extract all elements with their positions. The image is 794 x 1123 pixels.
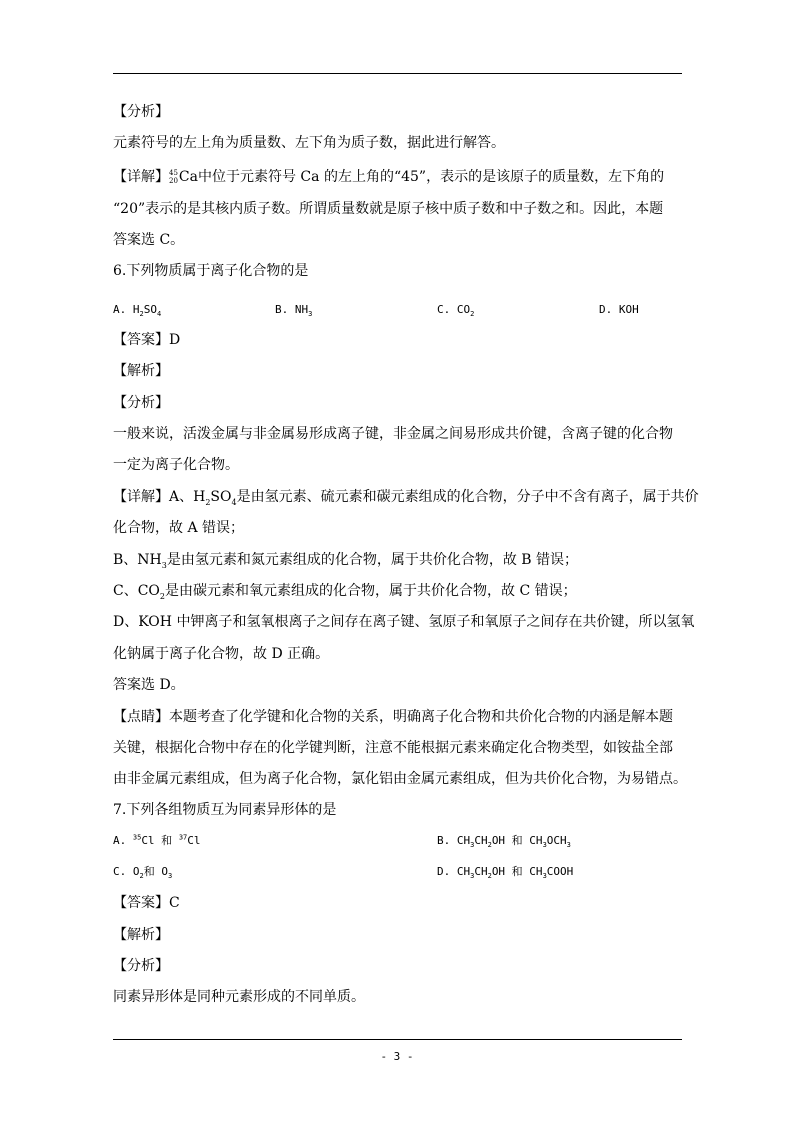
q6-xiangjie-c: C、$CO_2$是由碳元素和氧元素组成的化合物，属于共价化合物，故 C 错误；	[113, 583, 577, 601]
isotope-notation	[169, 169, 178, 185]
q7-fenxi-label: 【分析】	[113, 958, 169, 974]
q7-option-b: B. $CH_3CH_2OH$ 和 $CH_3OCH_3$	[437, 834, 571, 850]
q5-fenxi-label: 【分析】	[113, 104, 169, 120]
q5-fenxi-text: 元素符号的左上角为质量数、左下角为质子数，据此进行解答。	[113, 135, 505, 151]
footer-rule	[113, 1039, 682, 1040]
q6-fenxi-text1: 一般来说，活泼金属与非金属易形成离子键，非金属之间易形成共价键，含离子键的化合物	[113, 426, 673, 442]
isotope-symbol: Ca	[178, 169, 198, 185]
header-rule	[113, 73, 682, 74]
q7-stem: 7.下列各组物质互为同素异形体的是	[113, 802, 337, 818]
q7-jiexi-label: 【解析】	[113, 927, 169, 943]
q7-option-a: A. $^{35}$Cl 和 $^{37}$Cl	[113, 833, 201, 847]
q5-xiangjie-line3: 答案选 C。	[113, 232, 185, 248]
q7-fenxi-text: 同素异形体是同种元素形成的不同单质。	[113, 989, 365, 1005]
q6-dianjing-line2: 关键，根据化合物中存在的化学键判断，注意不能根据元素来确定化合物类型，如铵盐全部	[113, 740, 673, 756]
q6-xiangjie-b: B、$NH_3$是由氢元素和氮元素组成的化合物，属于共价化合物，故 B 错误；	[113, 552, 579, 570]
q6-stem: 6.下列物质属于离子化合物的是	[113, 263, 309, 279]
q6-fenxi-text2: 一定为离子化合物。	[113, 457, 239, 473]
q6-xiangjie-d-line2: 化钠属于离子化合物，故 D 正确。	[113, 646, 330, 662]
q6-option-b: B. $NH_3$	[275, 303, 313, 319]
q6-xiangjie-a: 【详解】A、$H_2SO_4$是由氢元素、硫元素和碳元素组成的化合物，分子中不含有离子，属于共价	[113, 489, 699, 507]
q6-option-a: A. $H_2SO_4$	[113, 303, 162, 319]
isotope-number: 20	[169, 177, 178, 185]
q6-xiangjie-a-line2: 化合物，故 A 错误；	[113, 520, 245, 536]
q7-option-c: C. $O_2$和 $O_3$	[113, 865, 173, 881]
isotope-mass: 45	[169, 169, 178, 177]
q6-option-d: D. KOH	[599, 303, 639, 316]
q6-xiangjie-d-line1: D、KOH 中钾离子和氢氧根离子之间存在离子键、氢原子和氧原子之间存在共价键，所以氢氧	[113, 614, 695, 630]
q6-option-c: C. $CO_2$	[437, 303, 475, 319]
q6-answer-line: 答案选 D。	[113, 677, 185, 693]
q6-fenxi-label: 【分析】	[113, 395, 169, 411]
page-number: - 3 -	[380, 1050, 414, 1063]
q5-xiangjie-text1: 中位于元素符号 Ca 的左上角的“45”，表示的是该原子的质量数，左下角的	[197, 169, 665, 185]
q5-xiangjie-line1	[113, 168, 664, 186]
q6-answer: 【答案】D	[113, 332, 181, 348]
q5-xiangjie-line2: “20”表示的是其核内质子数。所谓质量数就是原子核中质子数和中子数之和。因此，本题	[113, 201, 664, 217]
q5-xiangjie-label: 【详解】	[113, 169, 169, 185]
q6-dianjing-line3: 由非金属元素组成，但为离子化合物，氯化铝由金属元素组成，但为共价化合物，为易错点。	[113, 771, 687, 787]
q6-jiexi-label: 【解析】	[113, 363, 169, 379]
q7-option-d: D. $CH_3CH_2OH$ 和 $CH_3COOH$	[437, 865, 574, 881]
q7-answer: 【答案】C	[113, 895, 180, 911]
q6-dianjing-line1: 【点睛】本题考查了化学键和化合物的关系，明确离子化合物和共价化合物的内涵是解本题	[113, 709, 673, 725]
